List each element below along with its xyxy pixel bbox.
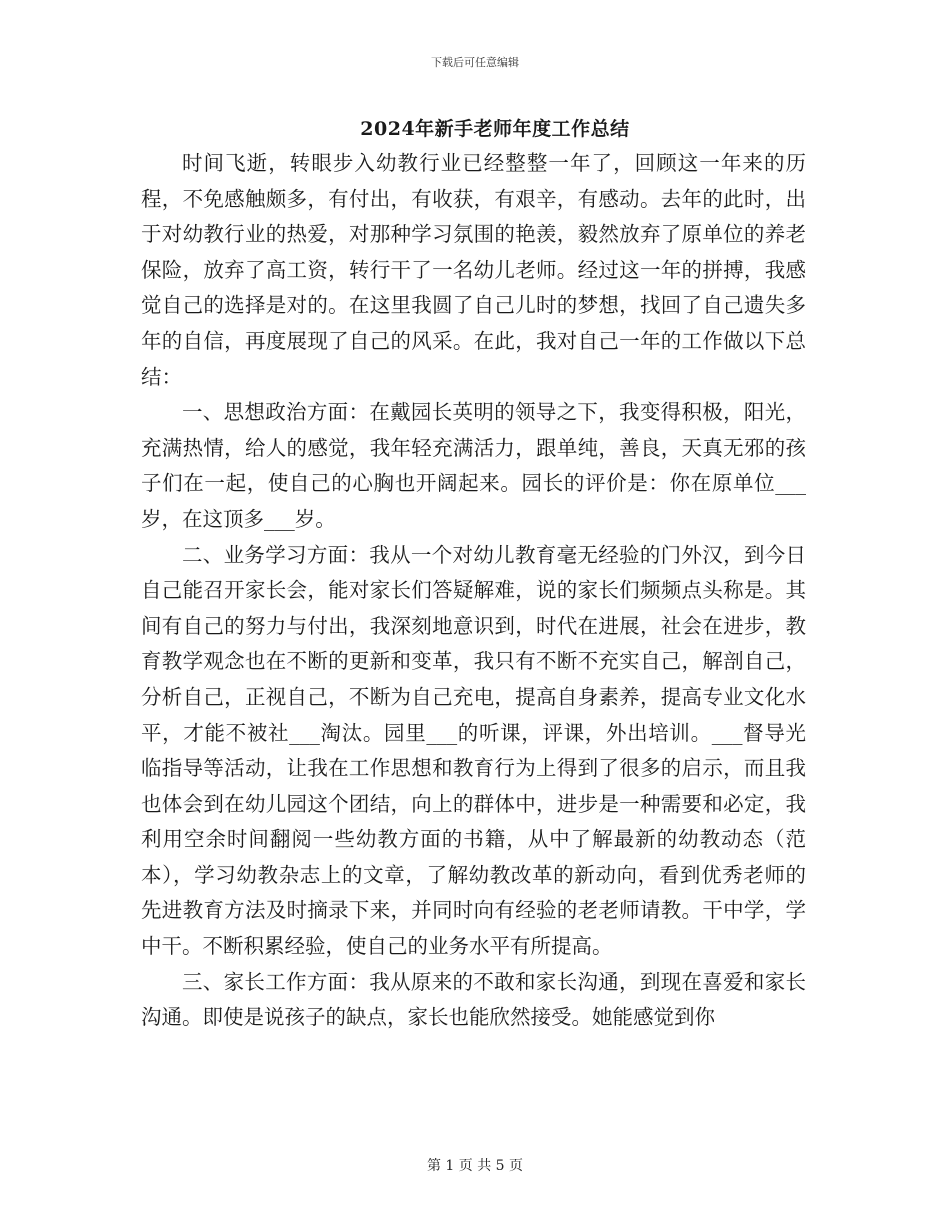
download-note: 下载后可任意编辑 bbox=[431, 56, 519, 69]
page-number: 第 1 页 共 5 页 bbox=[426, 1158, 524, 1174]
paragraph-parents: 三、家长工作方面：我从原来的不敢和家长沟通，到现在喜爱和家长沟通。即使是说孩子的缺点，家长也能欣然接受。她能感觉到你 bbox=[141, 969, 806, 1030]
paragraph-ideology: 一、思想政治方面：在戴园长英明的领导之下，我变得积极，阳光，充满热情，给人的感觉，我年轻充满活力，跟单纯，善良，天真无邪的孩子们在一起，使自己的心胸也开阔起来。园长的评价是：你在原单位___岁，在这顶多___岁。 bbox=[141, 400, 806, 531]
document-title: 2024年新手老师年度工作总结 bbox=[360, 118, 630, 140]
paragraph-study: 二、业务学习方面：我从一个对幼儿教育毫无经验的门外汉，到今日自己能召开家长会，能对家长们答疑解难，说的家长们频频点头称是。其间有自己的努力与付出，我深刻地意识到，时代在进展，社会在进步，教育教学观念也在不断的更新和变革，我只有不断不充实自己，解剖自己，分析自己，正视自己，不断为自己充电，提高自身素养，提高专业文化水平，才能不被社___淘汰。园里___的听课，评课，外出培训。___督导光临指导等活动，让我在工作思想和教育行为上得到了很多的启示，而且我也体会到在幼儿园这个团结，向上的群体中，进步是一种需要和必定，我利用空余时间翻阅一些幼教方面的书籍，从中了解最新的幼教动态（范本），学习幼教杂志上的文章，了解幼教改革的新动向，看到优秀老师的先进教育方法及时摘录下来，并同时向有经验的老老师请教。干中学，学中干。不断积累经验，使自己的业务水平有所提高。 bbox=[141, 542, 806, 959]
paragraph-intro: 时间飞逝，转眼步入幼教行业已经整整一年了，回顾这一年来的历程，不免感触颇多，有付出，有收获，有艰辛，有感动。去年的此时，出于对幼教行业的热爱，对那种学习氛围的艳羡，毅然放弃了原单位的养老保险，放弃了高工资，转行干了一名幼儿老师。经过这一年的拼搏，我感觉自己的选择是对的。在这里我圆了自己儿时的梦想，找回了自己遗失多年的自信，再度展现了自己的风采。在此，我对自己一年的工作做以下总结： bbox=[141, 151, 806, 389]
document-body bbox=[141, 146, 806, 1036]
